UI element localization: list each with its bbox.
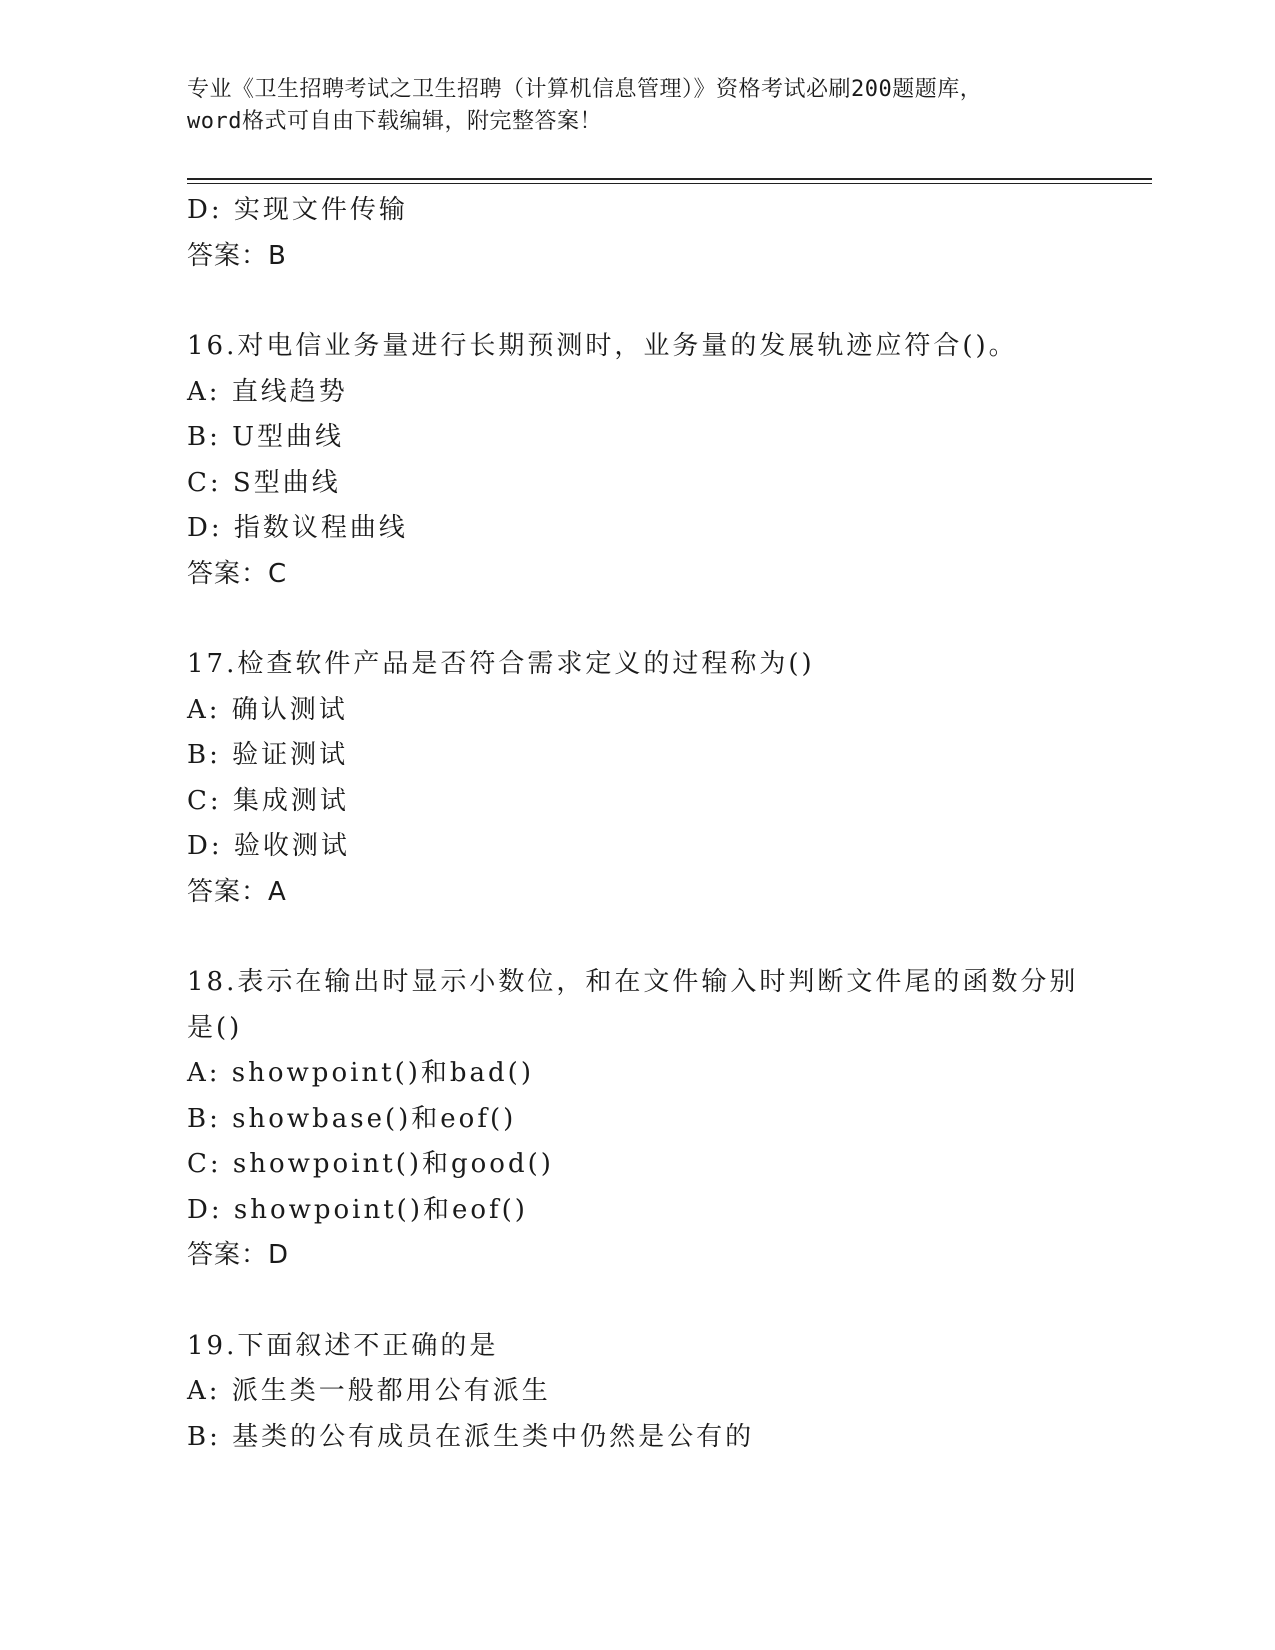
question-text: 17.检查软件产品是否符合需求定义的过程称为() xyxy=(187,649,815,679)
option-c: C: 集成测试 xyxy=(187,785,349,816)
option-b: B: 验证测试 xyxy=(187,740,349,770)
question-text-line-2: 是() xyxy=(187,1012,243,1043)
option-d: D: 验收测试 xyxy=(187,831,350,861)
answer-line: 答案：B xyxy=(187,240,287,271)
answer-line: 答案：D xyxy=(187,1240,290,1270)
header-title-line-1: 专业《卫生招聘考试之卫生招聘（计算机信息管理）》资格考试必刷200题题库， xyxy=(187,77,983,102)
question-block-18 xyxy=(187,960,1117,1279)
question-block-16 xyxy=(187,324,1117,597)
spacer xyxy=(187,1279,1117,1324)
spacer xyxy=(187,597,1117,642)
question-text-line-1: 18.表示在输出时显示小数位，和在文件输入时判断文件尾的函数分别 xyxy=(187,967,1079,997)
option-c: C: S型曲线 xyxy=(187,467,341,498)
spacer xyxy=(187,279,1117,324)
option-d: D: 实现文件传输 xyxy=(187,195,408,225)
option-b: B: U型曲线 xyxy=(187,422,345,452)
question-text: 16.对电信业务量进行长期预测时，业务量的发展轨迹应符合()。 xyxy=(187,331,1018,361)
question-block-15 xyxy=(187,188,1117,279)
answer-line: 答案：C xyxy=(187,558,288,589)
option-a: A: 派生类一般都用公有派生 xyxy=(187,1376,551,1406)
option-a: A: 确认测试 xyxy=(187,694,348,725)
question-block-19 xyxy=(187,1324,1117,1461)
option-d: D: showpoint()和eof() xyxy=(187,1194,528,1225)
option-a: A: showpoint()和bad() xyxy=(187,1058,534,1088)
header-title-line-2: word格式可自由下载编辑，附完整答案！ xyxy=(187,109,602,134)
option-c: C: showpoint()和good() xyxy=(187,1149,554,1179)
question-list xyxy=(187,188,1117,1460)
document-header xyxy=(187,74,1087,138)
option-b: B: showbase()和eof() xyxy=(187,1103,517,1134)
option-b: B: 基类的公有成员在派生类中仍然是公有的 xyxy=(187,1421,755,1452)
answer-line: 答案：A xyxy=(187,876,287,907)
header-divider xyxy=(187,178,1152,184)
spacer xyxy=(187,915,1117,960)
question-block-17 xyxy=(187,642,1117,915)
option-d: D: 指数议程曲线 xyxy=(187,513,408,543)
option-a: A: 直线趋势 xyxy=(187,376,348,407)
question-text: 19.下面叙述不正确的是 xyxy=(187,1330,499,1361)
